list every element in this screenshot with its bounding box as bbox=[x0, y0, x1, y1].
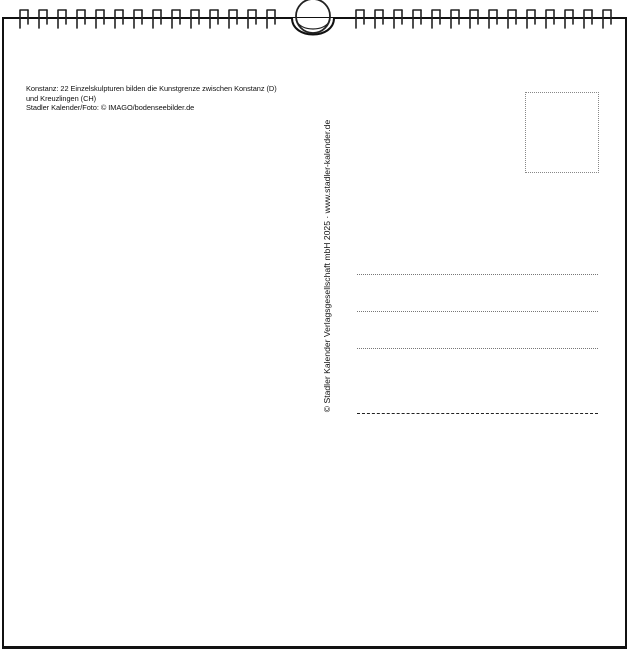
spiral-binding bbox=[0, 0, 627, 48]
address-line-1 bbox=[357, 274, 598, 275]
hanger-notch bbox=[292, 18, 334, 35]
address-line-2 bbox=[357, 311, 598, 312]
copyright-vertical-text: © Stadler Kalender Verlagsgesellschaft mbH 2025 · www.stadler-kalender.de bbox=[322, 119, 332, 413]
caption-line-2: und Kreuzlingen (CH) bbox=[26, 93, 97, 103]
caption-line-3: Stadler Kalender/Foto: © IMAGO/bodenseebilder.de bbox=[26, 103, 195, 113]
address-line-4 bbox=[357, 413, 598, 414]
stamp-box bbox=[525, 92, 599, 173]
photo-caption bbox=[26, 84, 277, 113]
address-line-3 bbox=[357, 348, 598, 349]
caption-line-1: Konstanz: 22 Einzelskulpturen bilden die Kunstgrenze zwischen Konstanz (D) bbox=[26, 84, 277, 93]
